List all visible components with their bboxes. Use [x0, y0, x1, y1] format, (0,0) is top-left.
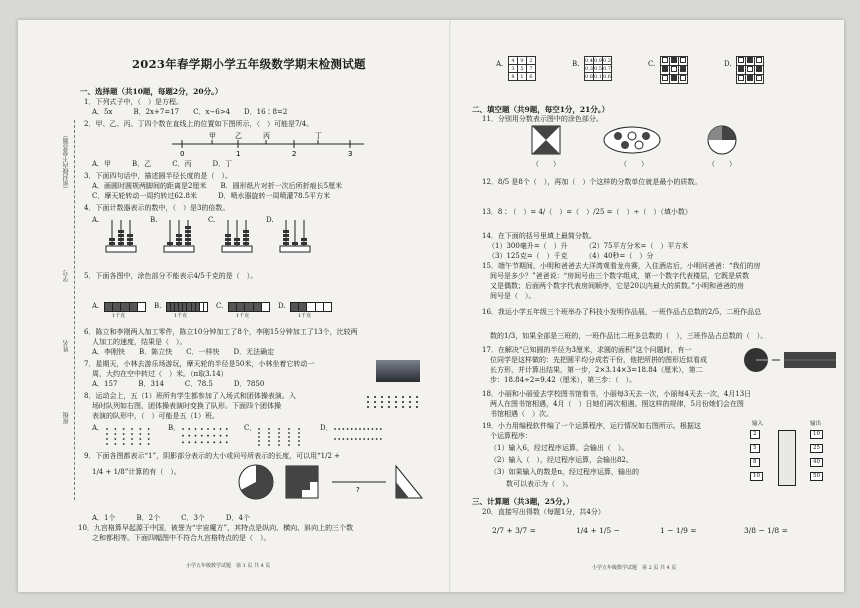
- q6: 6．陈立和李刚两人加工零件，陈立10分钟加工了8个，李刚15分钟加工了13个，比较两: [84, 328, 358, 336]
- q3-options-ab: A．画圆时圆规两脚间的距离是2厘米 B．圆形纸片对折一次后所折痕长5厘米: [92, 182, 343, 190]
- fraction-bar-segment: [138, 303, 145, 311]
- magic-square-cell: [679, 75, 688, 84]
- magic-square-cell: 1: [518, 73, 527, 81]
- q12: 12．8/5 是8个（ ），再加（ ）个这样的分数单位就是最小的质数。: [482, 178, 702, 186]
- fraction-bar-segment: [130, 303, 138, 311]
- q15-line4: 间号是（ ）。: [490, 292, 536, 300]
- fraction-bar-segment: [204, 303, 207, 311]
- number-line-point-label: 丁: [315, 132, 322, 140]
- q10-line2: 之和都相等。下面四幅图中不符合九宫格特点的是（ ）。: [92, 534, 271, 542]
- magic-square-cell: 6: [527, 73, 536, 81]
- right-footer: 小学五年级数学试题 第 2 页 共 4 页: [592, 565, 677, 571]
- calc-item: 1 − 1/9 =: [660, 526, 697, 535]
- fraction-bar: [104, 302, 146, 312]
- magic-square-cell: [755, 66, 764, 75]
- flow-output-value: 25: [810, 444, 823, 453]
- magic-square-letter: C.: [648, 60, 656, 68]
- q6-line2: 人加工的速度，结果是（ ）。: [92, 338, 187, 346]
- q6-options: A．李刚快 B．陈立快 C．一样快 D．无法确定: [92, 348, 275, 356]
- magic-square-cell: [746, 57, 755, 66]
- calc-item: 2/7 + 3/7 =: [492, 526, 536, 535]
- seal-line: [74, 120, 76, 500]
- number-line: [168, 130, 368, 156]
- q2-options: A．甲 B．乙 C．丙 D．丁: [92, 160, 233, 168]
- flow-output-value: 50: [810, 472, 823, 481]
- formation-dots: [256, 426, 312, 452]
- flow-out-label: 输出: [810, 421, 822, 427]
- svg-text:?: ?: [356, 486, 360, 494]
- magic-square-cell: [670, 57, 679, 66]
- side-name: 姓名: [63, 340, 70, 352]
- magic-square-cell: 4: [509, 57, 518, 65]
- abacus-icon: [162, 218, 196, 254]
- magic-square-cell: 9: [518, 57, 527, 65]
- q9-options: A．1个 B．2个 C．3个 D．4个: [92, 514, 250, 522]
- side-id: 学号: [63, 270, 70, 282]
- left-footer: 小学五年级数学试题 第 1 页 共 4 页: [186, 563, 271, 569]
- magic-square-cell: 0.4: [585, 57, 593, 64]
- q16: 16．我运小学五年级三个班举办了科技小发明作品展，一班作品占总数的2/5，二班作品总: [482, 308, 762, 316]
- fraction-bar-segment: [105, 303, 113, 311]
- formation-dots: [332, 426, 388, 452]
- abacus-option-letter: B.: [150, 216, 158, 224]
- q18: 18．小丽和小丽爱去学校图书馆看书，小丽每3天去一次，小丽每4天去一次，4月13日: [482, 390, 752, 398]
- q7-line2: 周，大约在空中转过（ ）米。（π取3.14）: [92, 370, 228, 378]
- q9-figures: [236, 462, 426, 504]
- q18-line2: 两人在图书馆相遇，4月（ ）日她们再次相遇。照这样的规律，5月份她们会在图: [490, 400, 744, 408]
- fraction-bar-unit: 1千克: [236, 313, 250, 319]
- section-calc: 三、计算题（共3题，25分。）: [472, 497, 574, 506]
- program-box: [778, 430, 796, 486]
- magic-square-cell: 8: [509, 73, 518, 81]
- magic-square-cell: 0.5: [594, 65, 602, 72]
- fraction-bar-segment: [299, 303, 307, 311]
- formation-option-letter: C．: [244, 424, 257, 432]
- q7-options: A．157 B．314 C．78.5 D．7850: [92, 380, 265, 388]
- q19-3-line2: 数可以表示为（ ）。: [506, 480, 573, 488]
- magic-square-cell: [746, 66, 755, 75]
- formation-dots: [180, 426, 236, 452]
- side-note: （密封线内不要答题）: [63, 132, 70, 192]
- formation-option-letter: A．: [92, 424, 105, 432]
- abacus-option-letter: A.: [92, 216, 100, 224]
- magic-square-letter: A.: [496, 60, 504, 68]
- magic-square-cell: [661, 57, 670, 66]
- fraction-bar-letter: C.: [216, 302, 224, 310]
- flow-output-value: 10: [810, 430, 823, 439]
- abacus-icon: [220, 218, 254, 254]
- magic-square: [508, 56, 536, 81]
- q19: 19．小力用编程软件编了一个运算程序，运行情况如右图所示。根据这: [482, 422, 701, 430]
- magic-square-cell: [661, 75, 670, 84]
- page-fold: [449, 20, 451, 592]
- number-line-point-label: 丙: [263, 132, 270, 140]
- abacus-option-letter: D.: [266, 216, 274, 224]
- q11-blank-2[interactable]: （ ）: [620, 160, 648, 168]
- fraction-bar: [290, 302, 332, 312]
- ferris-wheel-photo: [376, 360, 420, 382]
- fraction-bar-letter: A.: [92, 302, 100, 310]
- magic-square: [736, 56, 764, 84]
- q14-3-4: （3）125克=（ ）千克 （4）40秒=（ ）分: [488, 252, 654, 260]
- fraction-bar: [166, 302, 208, 312]
- q8: 8．运动会上，五（1）班所有学生都参加了入场式和团体操表演。入: [84, 392, 296, 400]
- magic-square-cell: [746, 75, 755, 84]
- magic-square-options: [496, 56, 796, 100]
- fraction-bar-segment: [307, 303, 315, 311]
- fraction-bar-segment: [316, 303, 324, 311]
- fraction-bar-letter: B.: [154, 302, 162, 310]
- magic-square-cell: 0.6: [603, 73, 611, 80]
- q3-options-cd: C．摩天轮转动一周约转过62.8米 D．喷水器旋转一周喷灌78.5平方米: [92, 192, 331, 200]
- magic-square-cell: 5: [518, 65, 527, 73]
- q3: 3．下面四句话中，描述圆半径长度的是（ ）。: [84, 172, 232, 180]
- magic-square-cell: 0.9: [594, 57, 602, 64]
- q11-figures: [522, 124, 752, 158]
- fraction-bar-segment: [237, 303, 245, 311]
- exam-title: 2023年春学期小学五年级数学期末检测试题: [132, 57, 366, 71]
- magic-square-cell: 0.7: [603, 65, 611, 72]
- q8-line2: 场时队列如右图，团体操表演时变换了队形。下面四个团体操: [92, 402, 281, 410]
- q13: 13．8∶（ ）= 4/（ ）=（ ）/25 =（ ）÷（ ）（填小数）: [482, 208, 692, 216]
- q15-line2: 间号是多少？”爸爸说：“房间号由三个数字组成，第一个数字代表楼层，它既是质数: [490, 272, 750, 280]
- q14: 14．在下面的括号里填上最简分数。: [482, 232, 596, 240]
- q19-line2: 个运算程序：: [490, 432, 532, 440]
- fraction-bar-segment: [324, 303, 331, 311]
- fraction-bar-options: [92, 296, 412, 322]
- left-page: [18, 20, 448, 592]
- formation-options: [92, 424, 412, 452]
- section-fill: 二、填空题（共9题，每空1分，21分。）: [472, 105, 610, 114]
- q11: 11．分别用分数表示图中的涂色部分。: [482, 115, 603, 123]
- fraction-bar: [228, 302, 270, 312]
- q16-line2: 数的1/3，如果全部是三班的，一班作品比二班多总数的（ ），三班作品占总数的（ ）。: [490, 332, 768, 340]
- q4: 4．下面计数器表示的数中，（ ）是3的倍数。: [84, 204, 230, 212]
- number-line-tick-label: 0: [180, 150, 185, 156]
- q18-line3: 书馆相遇（ ）次。: [490, 410, 553, 418]
- magic-square-cell: 2: [527, 57, 536, 65]
- fraction-bar-segment: [113, 303, 121, 311]
- q5: 5．下面各图中，涂色部分不能表示4/5千克的是（ ）。: [84, 272, 258, 280]
- calc-items: [492, 526, 832, 542]
- q11-blank-3[interactable]: （ ）: [708, 160, 736, 168]
- formation-option-letter: B．: [168, 424, 181, 432]
- magic-square-cell: 3: [509, 65, 518, 73]
- magic-square-cell: [755, 57, 764, 66]
- formation-option-letter: D．: [320, 424, 333, 432]
- magic-square-cell: 0.8: [585, 73, 593, 80]
- magic-square-cell: [679, 57, 688, 66]
- q19-1: （1）输入6，经过程序运算，会输出（ ）。: [490, 444, 629, 452]
- magic-square-cell: [755, 75, 764, 84]
- q7: 7．星期天，小林去游乐场游玩，摩天轮的半径是50米，小林坐着它转动一: [84, 360, 315, 368]
- fraction-bar-segment: [254, 303, 262, 311]
- magic-square: [660, 56, 688, 84]
- abacus-icon: [278, 218, 312, 254]
- fraction-bar-unit: 1千克: [112, 313, 126, 319]
- flow-outputs: [810, 430, 830, 490]
- fraction-bar-segment: [262, 303, 269, 311]
- formation-dots: [104, 426, 160, 452]
- magic-square-cell: [670, 66, 679, 75]
- entrance-formation: [364, 394, 424, 410]
- program-flow: [748, 420, 832, 490]
- q9-line2: 1/4 + 1/8”计算的有（ ）。: [92, 468, 181, 476]
- flow-input-value: 5: [750, 444, 760, 453]
- q8-line3: 表演的队形中，（ ）可能是五（1）班。: [92, 412, 219, 420]
- flow-output-value: 40: [810, 458, 823, 467]
- q9: 9．下面各图都表示“1”，阴影部分表示的大小或问号所表示的长度，可以用“1/2 +: [84, 452, 340, 460]
- q19-3: （3）如果输入的数是n，经过程序运算，输出的: [490, 468, 639, 476]
- number-line-tick-label: 1: [236, 150, 241, 156]
- q17-line2: 位同学是这样做的：先把圆平均分成若干份，他把所拼的图形近似看成: [490, 356, 707, 364]
- q11-blank-1[interactable]: （ ）: [532, 160, 560, 168]
- q2: 2．甲、乙、丙、丁四个数在直线上的位置如下图所示，（ ）可能是7/4。: [84, 120, 314, 128]
- flow-input-value: 10: [750, 472, 763, 481]
- magic-square-cell: [670, 75, 679, 84]
- fraction-bar-segment: [229, 303, 237, 311]
- q20: 20．直接写出得数（每题1分，共4分）: [482, 508, 605, 516]
- fraction-bar-segment: [245, 303, 253, 311]
- q10: 10．九宫格算早起源于中国，被誉为“宇宙魔方”，其特点是纵向、横向、斜向上的三个数: [78, 524, 354, 532]
- q19-2: （2）输入（ ），经过程序运算，会输出82。: [490, 456, 633, 464]
- q1-options: A．5x B．2x+7=17 C．x−6>4 D．16∶8=2: [92, 108, 288, 116]
- q1: 1．下列式子中，（ ）是方程。: [84, 98, 183, 106]
- q17: 17．在解决“已知圆的半径为3厘米，求圆的面积”这个问题时，有一: [482, 346, 692, 354]
- flow-inputs: [750, 430, 768, 490]
- magic-square-cell: 0.1: [594, 73, 602, 80]
- exam-sheet: [18, 20, 844, 592]
- magic-square-letter: B.: [572, 60, 580, 68]
- magic-square-cell: [661, 66, 670, 75]
- calc-item: 3/8 − 1/8 =: [744, 526, 788, 535]
- abacus-options: [92, 216, 392, 256]
- magic-square-cell: [737, 66, 746, 75]
- flow-in-label: 输入: [752, 421, 764, 427]
- fraction-bar-segment: [121, 303, 129, 311]
- abacus-icon: [104, 218, 138, 254]
- fraction-bar-segment: [291, 303, 299, 311]
- magic-square-cell: 0.2: [603, 57, 611, 64]
- q15: 15．端午节期间，小明和爸爸去大洋湾观看龙舟赛，入住酒店后，小明问爸爸：“我们的房: [482, 262, 761, 270]
- magic-square: [584, 56, 612, 81]
- fraction-bar-letter: D.: [278, 302, 286, 310]
- number-line-point-label: 甲: [209, 132, 216, 140]
- right-page: [452, 20, 844, 592]
- number-line-tick-label: 3: [348, 150, 353, 156]
- number-line-tick-label: 2: [292, 150, 297, 156]
- abacus-option-letter: C.: [208, 216, 216, 224]
- magic-square-cell: 0.3: [585, 65, 593, 72]
- magic-square-cell: 7: [527, 65, 536, 73]
- q15-line3: 又是偶数；后面两个数字代表房间顺序，它是20以内最大的质数。”小明和爸爸的房: [490, 282, 744, 290]
- magic-square-cell: [737, 57, 746, 66]
- flow-input-value: 8: [750, 458, 760, 467]
- q17-line4: 步：18.84÷2=9.42（厘米），第三步：（ ）。: [490, 376, 637, 384]
- flow-input-value: 2: [750, 430, 760, 439]
- section-choice: 一、选择题（共10题，每题2分，20分。）: [80, 87, 223, 96]
- calc-item: 1/4 + 1/5 −: [576, 526, 620, 535]
- q14-1-2: （1）300毫升=（ ）升 （2）75平方分米=（ ）平方米: [488, 242, 689, 250]
- circle-to-rectangle-figure: [742, 346, 838, 376]
- magic-square-cell: [679, 66, 688, 75]
- fraction-bar-unit: 1千克: [174, 313, 188, 319]
- side-class: 班级: [63, 412, 70, 424]
- number-line-point-label: 乙: [235, 132, 242, 140]
- magic-square-cell: [737, 75, 746, 84]
- magic-square-letter: D.: [724, 60, 732, 68]
- fraction-bar-unit: 1千克: [298, 313, 312, 319]
- q17-line3: 长方形，并计算出结果，第一步，2×3.14×3=18.84（厘米），第二: [490, 366, 703, 374]
